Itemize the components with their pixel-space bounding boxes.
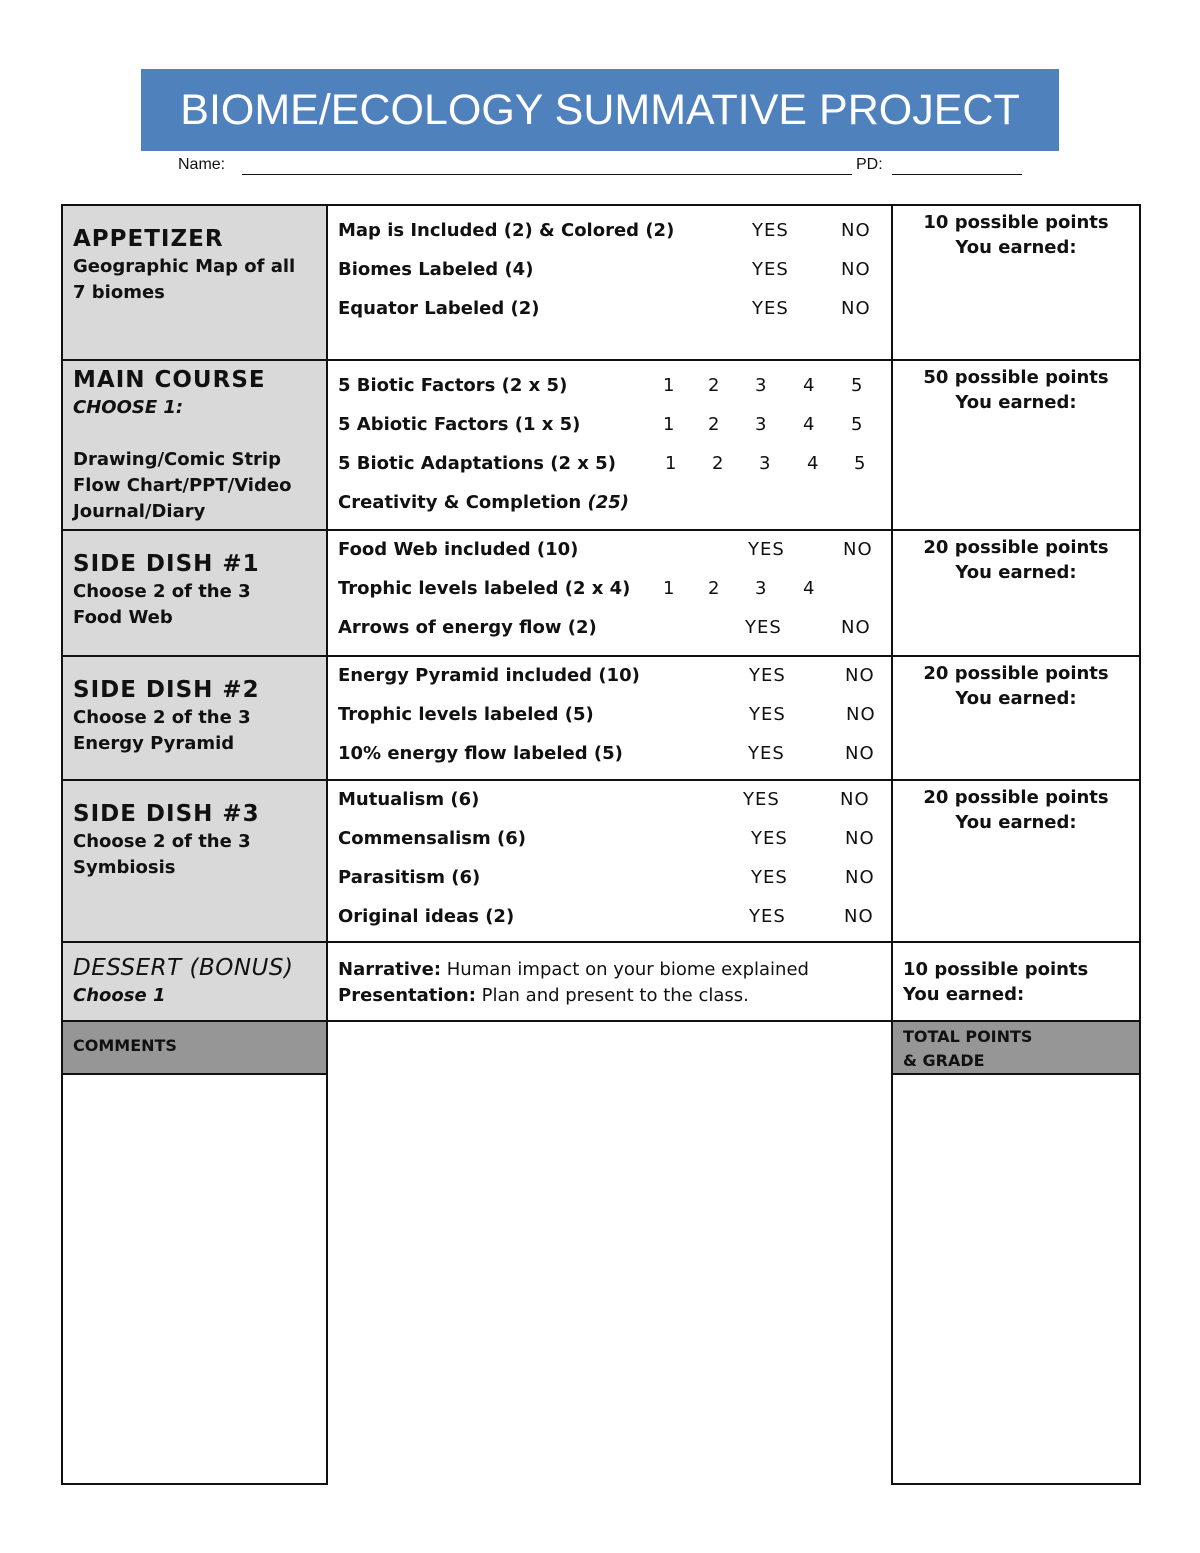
category-title: SIDE DISH #1 [73,551,260,577]
score-option[interactable]: 4 [803,578,815,599]
category-subtitle: Flow Chart/PPT/Video [73,475,292,496]
no-option[interactable]: NO [841,220,871,241]
comments-area[interactable] [327,1021,892,1484]
no-option[interactable]: NO [845,867,875,888]
criterion-row [338,700,881,739]
presentation-option [338,983,881,1009]
criteria-cell [327,530,892,656]
page-title: BIOME/ECOLOGY SUMMATIVE PROJECT [180,86,1020,134]
criterion-text: Map is Included (2) & Colored (2) [338,220,675,241]
category-cell [62,205,327,360]
score-option[interactable]: 4 [803,414,815,435]
possible-points: 10 possible points [903,959,1089,980]
category-title: SIDE DISH #2 [73,677,260,703]
points-cell [892,656,1140,780]
pd-field[interactable] [892,174,1022,175]
score-option[interactable]: 2 [708,578,720,599]
criterion-row [338,661,881,700]
name-field[interactable] [242,174,852,175]
comments-header-row [62,1021,1140,1074]
rubric-row-side-dish-1 [62,530,1140,656]
criterion-text: Commensalism (6) [338,828,527,849]
narrative-option [338,957,881,983]
project-title-banner [141,69,1059,151]
possible-points: 20 possible points [923,787,1109,808]
points-cell [892,360,1140,530]
category-subtitle: Choose 2 of the 3 [73,831,251,852]
criterion-row [338,488,881,527]
points-cell [892,780,1140,942]
criterion-row [338,785,881,824]
you-earned-label: You earned: [955,812,1077,833]
criterion-text-wrap [338,492,629,513]
score-option[interactable]: 1 [663,578,675,599]
no-option[interactable]: NO [840,789,870,810]
comments-label: COMMENTS [73,1036,177,1055]
category-choose: Choose 1 [73,985,166,1006]
category-cell [62,780,327,942]
criterion-text: 5 Abiotic Factors (1 x 5) [338,414,581,435]
rubric-row-appetizer [62,205,1140,360]
criterion-text: 5 Biotic Adaptations (2 x 5) [338,453,616,474]
criterion-row [338,824,881,863]
criterion-text: Parasitism (6) [338,867,481,888]
score-option[interactable]: 2 [708,414,720,435]
no-option[interactable]: NO [845,743,875,764]
criteria-cell [327,656,892,780]
rubric-row-side-dish-2 [62,656,1140,780]
criteria-cell [327,360,892,530]
category-cell [62,360,327,530]
category-subtitle: Energy Pyramid [73,733,235,754]
yes-option[interactable]: YES [751,867,788,888]
score-option[interactable]: 5 [854,453,866,474]
category-title: APPETIZER [73,226,224,252]
points-cell [892,942,1140,1021]
criterion-text: Equator Labeled (2) [338,298,540,319]
yes-option[interactable]: YES [743,789,780,810]
no-option[interactable]: NO [841,298,871,319]
possible-points: 10 possible points [923,212,1109,233]
criterion-text: Food Web included (10) [338,539,579,560]
yes-option[interactable]: YES [748,743,785,764]
score-option[interactable]: 3 [759,453,771,474]
category-subtitle: Choose 2 of the 3 [73,707,251,728]
rubric-table [61,204,1141,1485]
pd-label: PD: [856,156,883,173]
yes-option[interactable]: YES [751,828,788,849]
score-option[interactable]: 3 [755,414,767,435]
category-cell [62,530,327,656]
criterion-row [338,371,881,410]
you-earned-label: You earned: [955,392,1077,413]
you-earned-label: You earned: [955,562,1077,583]
criterion-row [338,739,881,778]
comments-writing-area[interactable] [62,1074,327,1484]
score-option[interactable]: 1 [665,453,677,474]
rubric-row-dessert [62,942,1140,1021]
score-option[interactable]: 1 [663,375,675,396]
no-option[interactable]: NO [846,704,876,725]
criterion-text: Creativity & Completion [338,492,582,513]
score-option[interactable]: 2 [712,453,724,474]
score-option[interactable]: 4 [803,375,815,396]
yes-option[interactable]: YES [752,259,789,280]
category-title: MAIN COURSE [73,367,266,393]
score-option[interactable]: 3 [755,375,767,396]
criterion-text: Original ideas (2) [338,906,515,927]
total-label-cell [892,1021,1140,1074]
no-option[interactable]: NO [841,617,871,638]
no-option[interactable]: NO [845,665,875,686]
category-cell [62,942,327,1021]
score-option[interactable]: 3 [755,578,767,599]
criterion-row [338,574,881,613]
points-cell [892,205,1140,360]
category-title: SIDE DISH #3 [73,801,260,827]
dessert-options-cell [327,942,892,1021]
category-subtitle: Drawing/Comic Strip [73,449,281,470]
yes-option[interactable]: YES [749,704,786,725]
criterion-row [338,613,881,652]
score-option[interactable]: 2 [708,375,720,396]
yes-option[interactable]: YES [752,298,789,319]
category-subtitle: Choose 2 of the 3 [73,581,251,602]
score-option[interactable]: 5 [851,375,863,396]
criterion-row [338,294,881,333]
criterion-row [338,535,881,574]
criteria-cell [327,205,892,360]
no-option[interactable]: NO [843,539,873,560]
possible-points: 20 possible points [923,663,1109,684]
points-cell [892,530,1140,656]
no-option[interactable]: NO [841,259,871,280]
criterion-row [338,449,881,488]
criterion-text: Mutualism (6) [338,789,480,810]
category-subtitle: Symbiosis [73,857,176,878]
criterion-row [338,410,881,449]
you-earned-label: You earned: [955,237,1077,258]
category-subtitle: Geographic Map of all [73,256,296,277]
yes-option[interactable]: YES [749,665,786,686]
no-option[interactable]: NO [845,828,875,849]
rubric-row-side-dish-3 [62,780,1140,942]
presentation-text: Plan and present to the class. [481,985,749,1006]
narrative-text: Human impact on your biome explained [446,959,809,980]
criteria-cell [327,780,892,942]
comments-label-cell [62,1021,327,1074]
criterion-row [338,216,881,255]
category-subtitle: Journal/Diary [73,501,206,522]
category-choose: CHOOSE 1: [73,397,184,418]
category-subtitle: Food Web [73,607,173,628]
score-option[interactable]: 5 [851,414,863,435]
score-option[interactable]: 1 [663,414,675,435]
yes-option[interactable]: YES [752,220,789,241]
criterion-text: Trophic levels labeled (5) [338,704,594,725]
category-title: DESSERT (BONUS) [73,955,294,981]
possible-points: 50 possible points [923,367,1109,388]
total-grade-area[interactable] [892,1074,1140,1484]
no-option[interactable]: NO [844,906,874,927]
presentation-label: Presentation: [338,985,476,1006]
criterion-text: Energy Pyramid included (10) [338,665,640,686]
criterion-row [338,863,881,902]
rubric-row-main-course [62,360,1140,530]
narrative-label: Narrative: [338,959,442,980]
criterion-text: 5 Biotic Factors (2 x 5) [338,375,568,396]
criterion-row [338,902,881,941]
yes-option[interactable]: YES [748,539,785,560]
criterion-text: Arrows of energy flow (2) [338,617,597,638]
grade-label: & GRADE [903,1051,985,1070]
category-cell [62,656,327,780]
criterion-row [338,255,881,294]
you-earned-label: You earned: [955,688,1077,709]
yes-option[interactable]: YES [749,906,786,927]
criterion-text: 10% energy flow labeled (5) [338,743,623,764]
yes-option[interactable]: YES [745,617,782,638]
criterion-points: (25) [587,492,630,513]
score-option[interactable]: 4 [807,453,819,474]
possible-points: 20 possible points [923,537,1109,558]
criterion-text: Biomes Labeled (4) [338,259,534,280]
name-label: Name: [178,156,226,173]
criterion-text: Trophic levels labeled (2 x 4) [338,578,631,599]
category-subtitle: 7 biomes [73,282,165,303]
total-points-label: TOTAL POINTS [903,1027,1033,1046]
you-earned-label: You earned: [903,984,1025,1005]
